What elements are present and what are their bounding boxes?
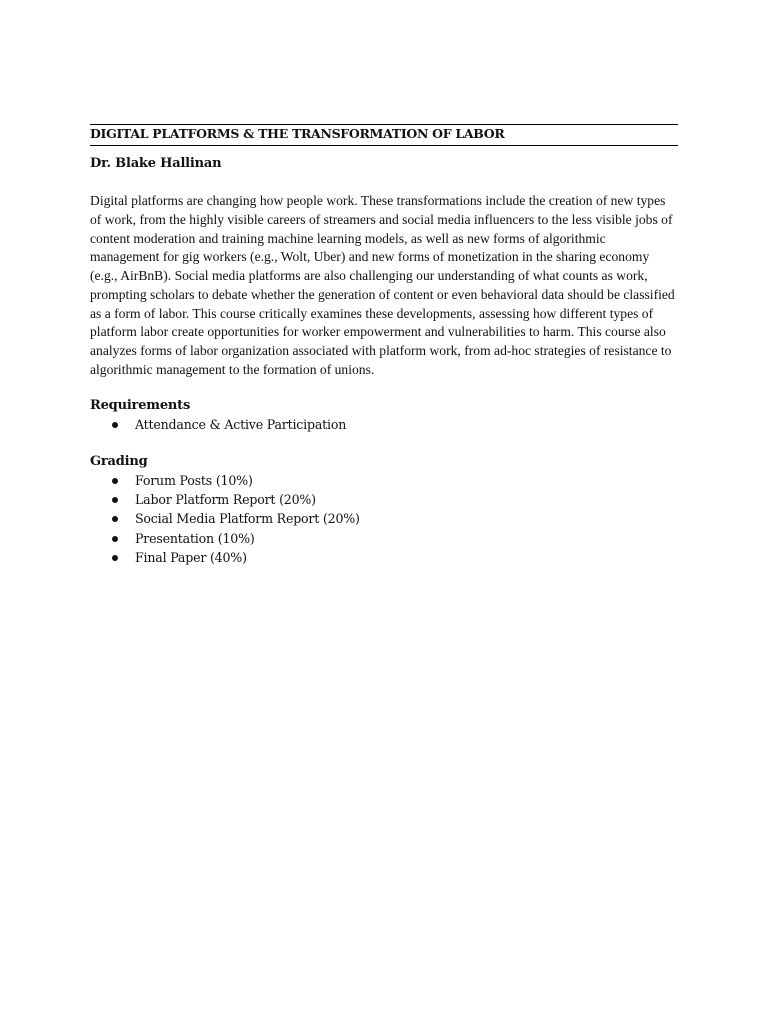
grading-item-label: Social Media Platform Report (20%) [135,511,360,527]
grading-item-label: Forum Posts (10%) [135,472,253,488]
bullet-icon [112,478,118,484]
grading-item-label: Presentation (10%) [135,530,255,546]
grading-item-label: Labor Platform Report (20%) [135,492,316,508]
grading-list-item [90,509,678,528]
title-bar [90,124,678,146]
requirements-list-item [90,415,678,434]
requirements-item-label: Attendance & Active Participation [135,416,347,432]
bullet-icon [112,536,118,542]
bullet-icon [112,422,118,428]
course-author: Dr. Blake Hallinan [90,156,222,171]
grading-heading: Grading [90,453,148,469]
course-description: Digital platforms are changing how people work. These transformations include the creation of new types of work, from the highly visible careers of streamers and social media influencers to the less visible jobs of content moderation and training machine learning models, as well as new forms of algorithmic management for gig workers (e.g., Wolt, Uber) and new forms of monetization in the sharing economy (e.g., AirBnB). Social media platforms are also challenging our understanding of what counts as work, prompting scholars to debate whether the generation of content or even behavioral data should be classified as a form of labor. This course critically examines these developments, assessing how different types of platform labor create opportunities for worker empowerment and vulnerabilities to harm. This course also analyzes forms of labor organization associated with platform work, from ad-hoc strategies of resistance to algorithmic management to the formation of unions. [90,193,675,377]
requirements-heading: Requirements [90,397,191,413]
grading-list-item [90,471,678,490]
bullet-icon [112,516,118,522]
grading-list [90,471,678,567]
bullet-icon [112,555,118,561]
grading-list-item [90,529,678,548]
bullet-icon [112,497,118,503]
grading-item-label: Final Paper (40%) [135,549,247,565]
grading-list-item [90,548,678,567]
document-content [90,124,678,567]
grading-list-item [90,490,678,509]
course-title: DIGITAL PLATFORMS & THE TRANSFORMATION OF LABOR [90,126,505,141]
requirements-list [90,415,678,434]
